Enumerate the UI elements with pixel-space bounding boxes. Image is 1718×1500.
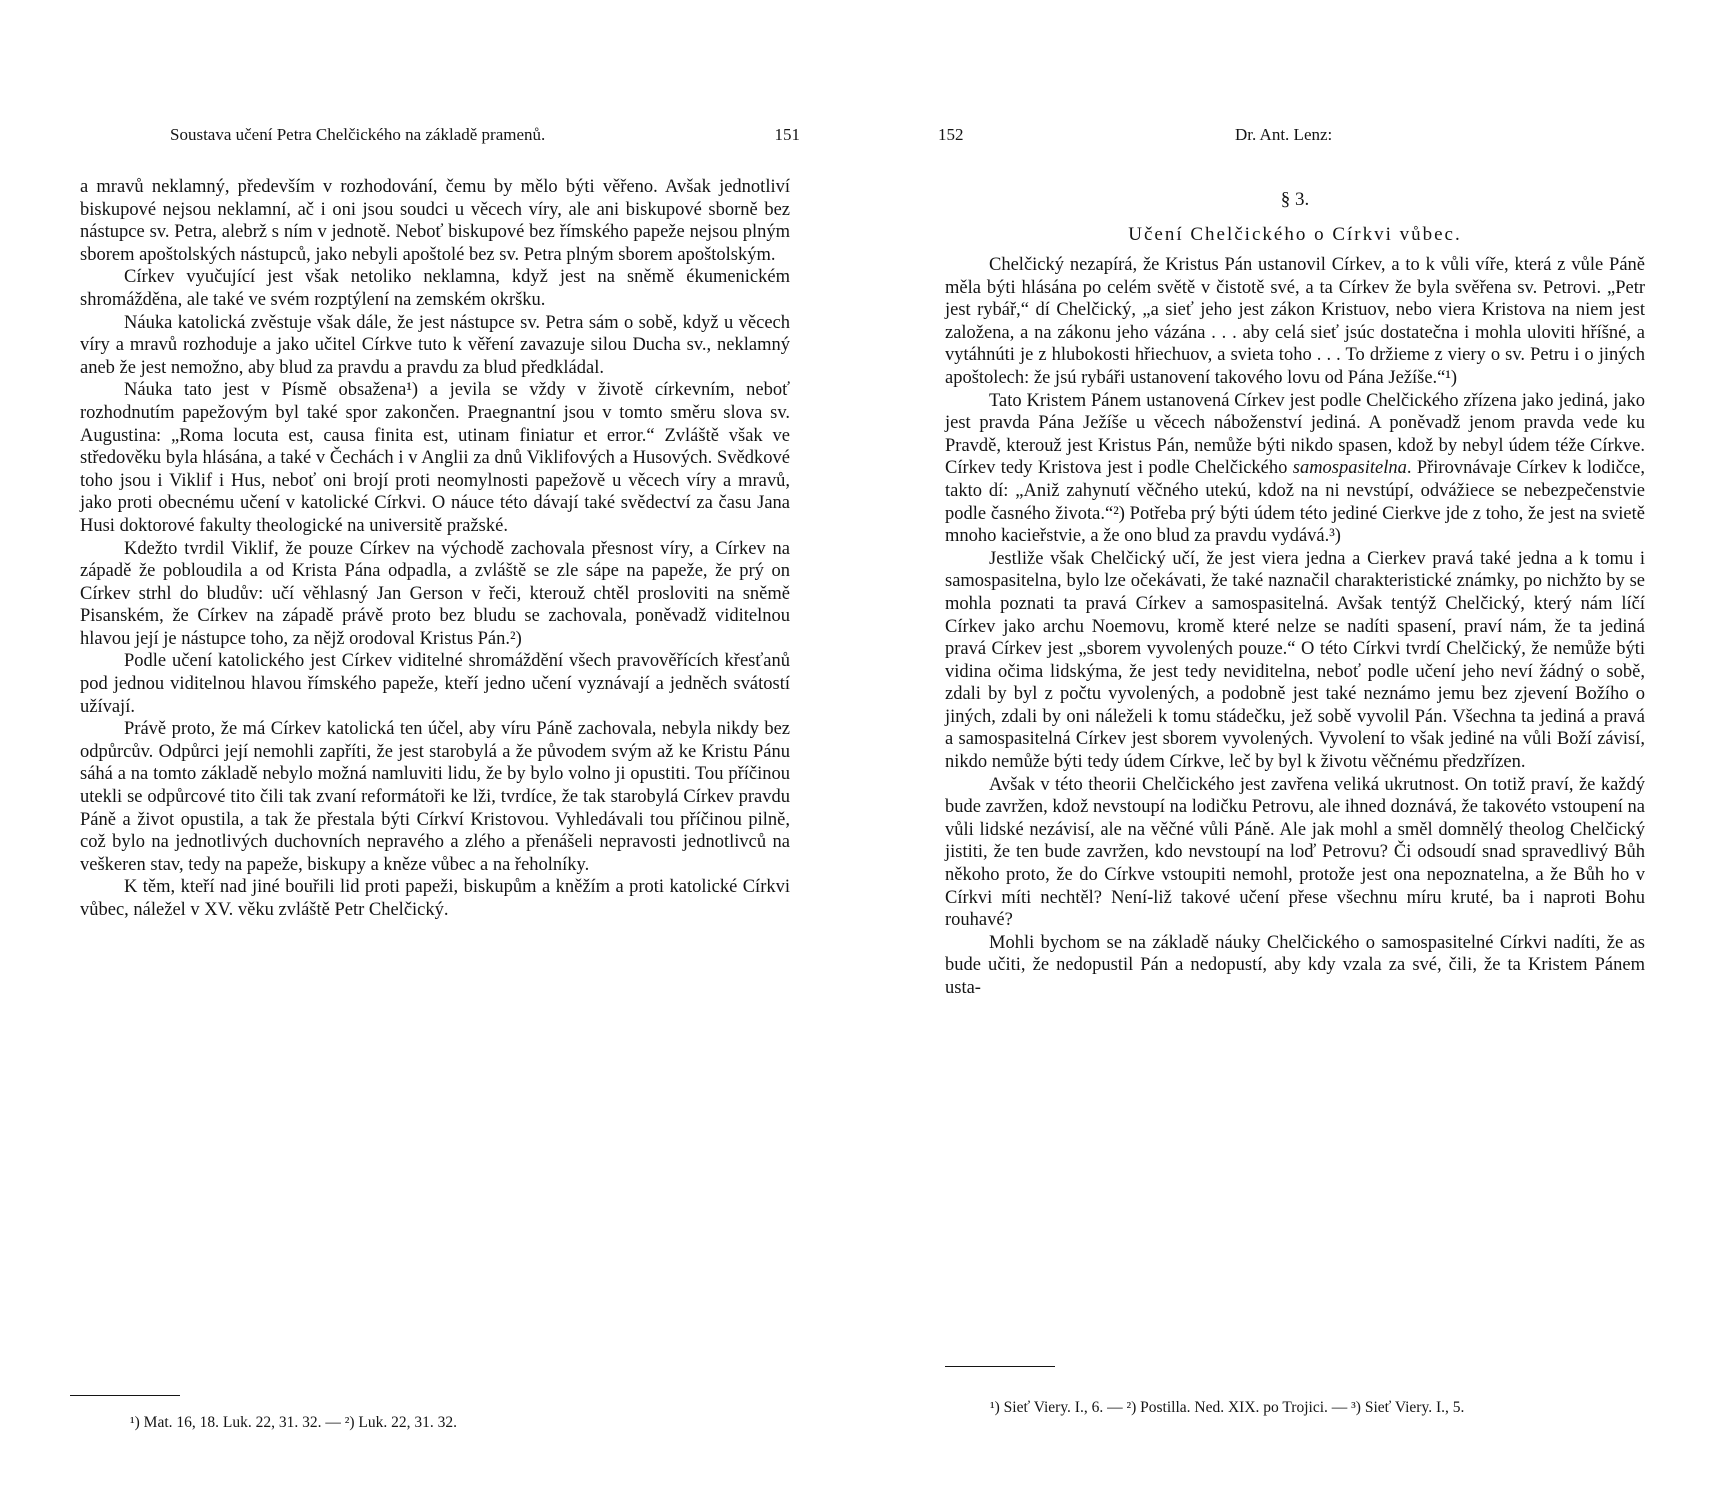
left-paragraph-1: a mravů neklamný, především v rozhodování, čemu by mělo býti věřeno. Avšak jednotliví biskupové nejsou neklamní, ač i oni jsou soudci u věcech víry, ale ani biskupové sborně bez nástupce sv. Petra, alebrž s ním v jednotě. Neboť biskupové bez římského papeže nejsou plným sborem apoštolských nástupců, jako nebyli apoštolé bez sv. Petra plným sborem apoštolským. [80,177,790,265]
right-page-number: 152 [938,125,964,144]
right-page-body [945,188,1645,1000]
right-footnote-rule [945,1366,1055,1367]
section-title: Učení Chelčického o Církvi vůbec. [1128,224,1462,245]
left-paragraph-7: Právě proto, že má Církev katolická ten účel, aby víru Páně zachovala, nebyla nikdy bez odpůrcův. Odpůrci její nemohli zapříti, že jest starobylá a že původem svým až ke Kristu Pánu sáhá a na tomto základě nebylo možná namluviti lidu, že by bylo volno ji opustiti. Tou příčinou utekli se odpůrcové tito čili tak zvaní reformátoři ke lži, tvrdíce, že tak starobylá Církev pravdu Páně a život opustila, a tak že přestala býti Církví Kristovou. Vyhledávali tou příčinou pilně, což bylo na jednotlivých duchovních nepravého a zlého a přenášeli nepravosti jednotlivců na veškeren stav, tedy na papeže, biskupy a kněze vůbec a na řeholníky. [80,719,790,875]
right-running-head [935,122,1655,148]
right-paragraph-2 [945,390,1645,548]
right-running-title: Dr. Ant. Lenz: [1235,125,1333,144]
left-paragraph-5: Kdežto tvrdil Viklif, že pouze Církev na východě zachovala přesnost víry, a Církev na západě že pobloudila a od Krista Pána odpadla, a zvláště se zle sápe na papeže, že prý on Církev strhl do bludův: učí věhlasný Jan Gerson v řeči, kterouž chtěl prosloviti na sněmě Pisanském, že Církev na západě právě proto bez bludu se zachovala, poněvadž viditelnou hlavou její je nástupce toho, za nějž orodoval Kristus Pán.²) [80,538,790,649]
left-page-number: 151 [774,125,800,144]
left-paragraph-2: Církev vyučující jest však netoliko neklamna, když jest na sněmě ékumenickém shromážděna, ale také ve svém rozptýlení na zemském okršku. [80,267,790,310]
right-paragraph-2-cont: . Přirovnávaje Církev k lodičce, takto dí: „Aniž zahynutí věčného utekú, kdož na ni nevstúpí, odvážiece se nebezpečenstvie podle časného života.“²) Potřeba prý býti údem této jediné Cierkve jde z toho, že jest na svietě mnoho kacieřstvie, a že ono blud za pravdu vydává.³) [945,458,1646,547]
left-paragraph-3: Náuka katolická zvěstuje však dále, že jest nástupce sv. Petra sám o sobě, když u věcech víry a mravů rozhoduje a jako učitel Církve tuto k věření zavazuje silou Ducha sv., neklamný aneb že jest nemožno, aby blud za pravdu a pravdu za blud předkládal. [80,312,790,378]
left-paragraph-4: Náuka tato jest v Písmě obsažena¹) a jevila se vždy v životě církevním, neboť rozhodnutím papežovým byl také spor zakončen. Praegnantní jsou v tomto směru slova sv. Augustina: „Roma locuta est, causa finita est, utinam finiatur et error.“ Zvláště však ve středověku byla hlásána, a také v Čechách i v Anglii za dnů Viklifových a Husových. Svědkové toho jsou i Viklif i Hus, neboť oni brojí proti neomylnosti papežově u věcech víry a mravů, jako proti obecnému učení v katolické Církvi. O náuce této dávají také svědectví za času Jana Husi doktorové fakulty theologické na universitě pražské. [80,380,790,536]
left-footnote: ¹) Mat. 16, 18. Luk. 22, 31. 32. — ²) Luk. 22, 31. 32. [130,1414,458,1431]
left-page [70,0,800,1500]
right-paragraph-1: Chelčický nezapírá, že Kristus Pán ustanovil Církev, a to k vůli víře, která z vůle Páně měla býti hlásána po celém světě v čistotě své, a ta Církev že byla svěřena sv. Petrovi. „Petr jest rybář,“ dí Chelčický, „a sieť jeho jest zákon Kristuov, nebo viera Kristova na niem jest založena, a na zákonu jeho vázána . . . aby celá sieť jsúc dostatečna i mohla uloviti hříšné, a vytáhnúti je z hlubokosti hřiechuov, a svieta toho . . . To držieme z viery o sv. Petru i o jiných apoštolech: že jsú rybáři ustanovení takového lovu od Pána Ježíše.“¹) [945,255,1645,388]
left-paragraph-6: Podle učení katolického jest Církev viditelné shromáždění všech pravověřících křesťanů pod jednou viditelnou hlavou římského papeže, kteří jedno učení vyznávají a jedněch svátostí užívají. [80,651,790,717]
section-mark: § 3. [1280,189,1310,210]
right-page [935,0,1655,1500]
right-paragraph-2-text: Tato Kristem Pánem ustanovená Církev jest podle Chelčického zřízena jako jediná, jako jest pravda Pána Ježíše u věcech náboženství jediná. A poněvadž jenom pravda vede ku Pravdě, kterouž jest Kristus Pán, nemůže býti nikdo spasen, kdož by nebyl údem téže Církve. Církev tedy Kristova jest i podle Chelčického [945,390,1645,479]
left-footnote-rule [70,1395,180,1396]
left-paragraph-8: K těm, kteří nad jiné bouřili lid proti papeži, biskupům a kněžím a proti katolické Církvi vůbec, náležel v XV. věku zvláště Petr Chelčický. [80,877,790,920]
left-running-title: Soustava učení Petra Chelčického na základě pramenů. [170,125,546,144]
right-paragraph-4: Avšak v této theorii Chelčického jest zavřena veliká ukrutnost. On totiž praví, že každý bude zavržen, kdož nevstoupí na lodičku Petrovu, ale ihned doznává, že takovéto vstoupení na vůli lidské nezávisí, ale na věčné vůli Páně. Ale jak mohl a směl domnělý theolog Chelčický jistiti, že ten bude zavržen, kdo nevstoupí na loď Petrovu? Či odsoudí snad spravedlivý Bůh někoho proto, že do Církve vstoupiti nemohl, protože jest ona nepoznatelna, a že Bůh ho v Církvi míti nechtěl? Není-liž takové učení přese všechnu míru kruté, ba i naproti Bohu rouhavé? [945,774,1645,931]
left-running-head [70,122,800,148]
italic-term: samospasitelna [1292,458,1407,479]
right-paragraph-3: Jestliže však Chelčický učí, že jest viera jedna a Cierkev pravá také jedna a k tomu i samospasitelna, bylo lze očekávati, že také naznačil charakteristické známky, po nichžto by se mohla poznati ta pravá Církev a samospasitelná. Avšak tentýž Chelčický, který nám líčí Církev jako archu Noemovu, kromě které nelze se nadíti spasení, praví nám, že ta jediná pravá Církev jest „sborem vyvolených pouze.“ O této Církvi tvrdí Chelčický, že nemůže býti vidina očima lidskýma, že jest tedy neviditelna, neboť podle učení jeho neví žádný o sobě, zdali by byl z počtu vyvolených, a podobně jest také neznámo jemu bez zjevení Božího o jiných, zdali by oni náleželi k tomu stádečku, jež sobě vyvolil Pán. Všechna ta jediná a pravá a samospasitelná Církev jest sborem vyvolených. Vyvolení to však jediné na vůli Boží závisí, nikdo nemůže býti tedy údem Církve, leč by byl k životu věčnému předzřízen. [945,548,1645,773]
left-page-body [80,176,790,922]
right-footnote: ¹) Sieť Viery. I., 6. — ²) Postilla. Ned. XIX. po Trojici. — ³) Sieť Viery. I., 5. [990,1399,1465,1416]
right-paragraph-5: Mohli bychom se na základě náuky Chelčického o samospasitelné Církvi nadíti, že as bude učiti, že nedopustil Pán a nedopustí, aby kdy vzala za své, čili, že ta Kristem Pánem usta- [945,932,1645,998]
